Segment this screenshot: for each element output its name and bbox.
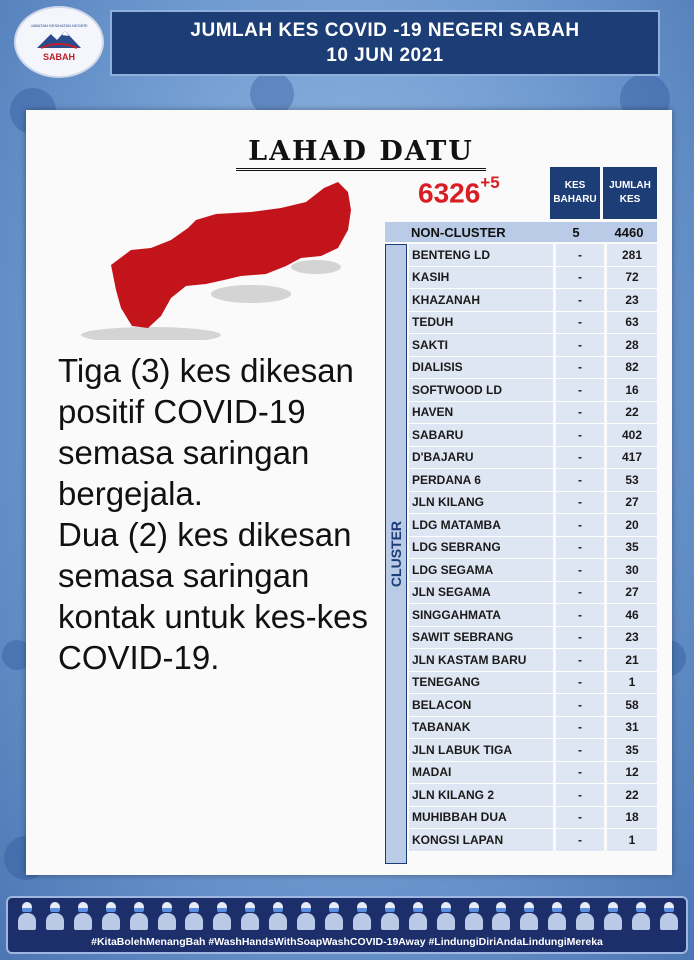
cluster-total: 72: [607, 267, 657, 290]
table-row: [409, 469, 657, 492]
frontliner-figure-icon: [241, 900, 259, 930]
cluster-name: KONGSI LAPAN: [409, 829, 553, 852]
cluster-total: 1: [607, 829, 657, 852]
cluster-new: -: [556, 627, 604, 650]
report-panel: [26, 110, 672, 875]
frontliner-figure-icon: [102, 900, 120, 930]
cluster-name: SINGGAHMATA: [409, 604, 553, 627]
cluster-name: SOFTWOOD LD: [409, 379, 553, 402]
table-row: [409, 762, 657, 785]
non-cluster-total: 4460: [614, 224, 644, 240]
frontliner-figure-icon: [465, 900, 483, 930]
cluster-name: BELACON: [409, 694, 553, 717]
non-cluster-new: 5: [572, 224, 580, 240]
total-cases-value: 6326: [418, 177, 481, 209]
mountain-logo-icon: [35, 28, 83, 50]
cluster-new: -: [556, 762, 604, 785]
frontliner-figures: [18, 900, 678, 934]
cluster-total: 18: [607, 807, 657, 830]
cluster-name: BENTENG LD: [409, 244, 553, 267]
frontliner-figure-icon: [158, 900, 176, 930]
cluster-total: 46: [607, 604, 657, 627]
logo-small-text: JABATAN KESIHATAN NEGERI: [30, 22, 88, 28]
cluster-new: -: [556, 559, 604, 582]
table-row: [409, 582, 657, 605]
cluster-name: TENEGANG: [409, 672, 553, 695]
frontliner-figure-icon: [576, 900, 594, 930]
cluster-new: -: [556, 784, 604, 807]
cluster-total: 31: [607, 717, 657, 740]
cluster-total: 402: [607, 424, 657, 447]
cluster-total: 28: [607, 334, 657, 357]
cluster-new: -: [556, 739, 604, 762]
cluster-name: TABANAK: [409, 717, 553, 740]
cluster-name: SABARU: [409, 424, 553, 447]
cluster-new: -: [556, 447, 604, 470]
cluster-name: KASIH: [409, 267, 553, 290]
cluster-name: TEDUH: [409, 312, 553, 335]
cluster-total: 1: [607, 672, 657, 695]
cluster-name: D'BAJARU: [409, 447, 553, 470]
cluster-name: MUHIBBAH DUA: [409, 807, 553, 830]
frontliner-figure-icon: [325, 900, 343, 930]
logo-title: SABAH: [42, 51, 75, 62]
new-cases-increase: +5: [480, 173, 500, 192]
frontliner-figure-icon: [130, 900, 148, 930]
table-row: [409, 514, 657, 537]
cluster-new: -: [556, 312, 604, 335]
health-department-logo: [14, 6, 104, 78]
header-banner: [110, 10, 660, 76]
cluster-new: -: [556, 717, 604, 740]
cluster-name: JLN KILANG 2: [409, 784, 553, 807]
cluster-name: LDG SEGAMA: [409, 559, 553, 582]
table-row: [409, 672, 657, 695]
table-row: [409, 334, 657, 357]
table-row: [409, 537, 657, 560]
table-row: [409, 379, 657, 402]
description-line-1: Tiga (3) kes dikesan positif COVID-19 semasa saringan bergejala.: [58, 352, 354, 512]
case-description: [58, 350, 388, 678]
cluster-name: JLN LABUK TIGA: [409, 739, 553, 762]
cluster-total: 20: [607, 514, 657, 537]
page-title: JUMLAH KES COVID -19 NEGERI SABAH: [190, 20, 580, 41]
cluster-label: CLUSTER: [388, 520, 404, 588]
table-row: [409, 649, 657, 672]
frontliner-figure-icon: [381, 900, 399, 930]
cluster-total: 82: [607, 357, 657, 380]
table-row: [409, 807, 657, 830]
district-map-icon: [76, 170, 356, 340]
table-row: [409, 312, 657, 335]
cluster-name: SAKTI: [409, 334, 553, 357]
cluster-name: MADAI: [409, 762, 553, 785]
district-title: LAHAD DATU: [236, 136, 486, 171]
table-row: [409, 357, 657, 380]
cluster-name: SAWIT SEBRANG: [409, 627, 553, 650]
cluster-name: JLN KILANG: [409, 492, 553, 515]
table-row: [409, 289, 657, 312]
frontliner-figure-icon: [269, 900, 287, 930]
cluster-total: 27: [607, 582, 657, 605]
frontliner-figure-icon: [409, 900, 427, 930]
cluster-new: -: [556, 649, 604, 672]
frontliner-figure-icon: [74, 900, 92, 930]
cluster-total: 16: [607, 379, 657, 402]
cluster-new: -: [556, 469, 604, 492]
cluster-total: 35: [607, 739, 657, 762]
cluster-total: 63: [607, 312, 657, 335]
frontliner-figure-icon: [46, 900, 64, 930]
table-row: [409, 492, 657, 515]
cluster-new: -: [556, 537, 604, 560]
cluster-name: PERDANA 6: [409, 469, 553, 492]
cluster-new: -: [556, 582, 604, 605]
table-row: [409, 829, 657, 852]
table-row: [409, 604, 657, 627]
cluster-new: -: [556, 402, 604, 425]
table-row: [409, 424, 657, 447]
cluster-total: 417: [607, 447, 657, 470]
cluster-total: 35: [607, 537, 657, 560]
cluster-new: -: [556, 829, 604, 852]
cluster-new: -: [556, 672, 604, 695]
frontliner-figure-icon: [297, 900, 315, 930]
frontliner-figure-icon: [548, 900, 566, 930]
cluster-name: LDG SEBRANG: [409, 537, 553, 560]
table-row: [409, 627, 657, 650]
cluster-new: -: [556, 694, 604, 717]
cluster-new: -: [556, 514, 604, 537]
cluster-total: 21: [607, 649, 657, 672]
frontliner-figure-icon: [353, 900, 371, 930]
frontliner-figure-icon: [492, 900, 510, 930]
table-row: [409, 559, 657, 582]
cluster-name: DIALISIS: [409, 357, 553, 380]
table-row: [409, 784, 657, 807]
cluster-name: HAVEN: [409, 402, 553, 425]
frontliner-figure-icon: [520, 900, 538, 930]
cluster-total: 30: [607, 559, 657, 582]
table-row: [409, 244, 657, 267]
frontliner-figure-icon: [18, 900, 36, 930]
cluster-new: -: [556, 807, 604, 830]
table-row: [409, 447, 657, 470]
footer-banner: [6, 896, 688, 954]
non-cluster-row: [385, 222, 657, 242]
cluster-new: -: [556, 289, 604, 312]
non-cluster-name: NON-CLUSTER: [411, 224, 506, 240]
frontliner-figure-icon: [660, 900, 678, 930]
cluster-total: 23: [607, 289, 657, 312]
table-row: [409, 739, 657, 762]
cluster-name: JLN SEGAMA: [409, 582, 553, 605]
cluster-new: -: [556, 492, 604, 515]
frontliner-figure-icon: [632, 900, 650, 930]
cluster-new: -: [556, 244, 604, 267]
description-line-2: Dua (2) kes dikesan semasa saringan kontak untuk kes-kes COVID-19.: [58, 516, 368, 676]
frontliner-figure-icon: [213, 900, 231, 930]
cluster-name: JLN KASTAM BARU: [409, 649, 553, 672]
table-row: [409, 402, 657, 425]
cluster-name: KHAZANAH: [409, 289, 553, 312]
footer-hashtags: #KitaBolehMenangBah #WashHandsWithSoapWashCOVID-19Away #LindungiDiriAndaLindungiMereka: [91, 936, 603, 948]
col-header-new: KES BAHARU: [550, 167, 600, 219]
cluster-total: 53: [607, 469, 657, 492]
cluster-new: -: [556, 424, 604, 447]
report-date: 10 JUN 2021: [326, 45, 444, 66]
cluster-total: 23: [607, 627, 657, 650]
cluster-new: -: [556, 357, 604, 380]
frontliner-figure-icon: [604, 900, 622, 930]
frontliner-figure-icon: [437, 900, 455, 930]
cluster-table: [409, 244, 657, 852]
table-row: [409, 694, 657, 717]
cluster-new: -: [556, 334, 604, 357]
cluster-new: -: [556, 267, 604, 290]
cluster-side-label: [385, 244, 407, 864]
cluster-total: 58: [607, 694, 657, 717]
table-row: [409, 267, 657, 290]
cluster-total: 281: [607, 244, 657, 267]
total-cases: [418, 173, 500, 209]
cluster-total: 12: [607, 762, 657, 785]
cluster-total: 27: [607, 492, 657, 515]
frontliner-figure-icon: [185, 900, 203, 930]
cluster-name: LDG MATAMBA: [409, 514, 553, 537]
cluster-new: -: [556, 379, 604, 402]
col-header-total: JUMLAH KES: [603, 167, 657, 219]
cluster-new: -: [556, 604, 604, 627]
cluster-total: 22: [607, 784, 657, 807]
cluster-total: 22: [607, 402, 657, 425]
table-row: [409, 717, 657, 740]
